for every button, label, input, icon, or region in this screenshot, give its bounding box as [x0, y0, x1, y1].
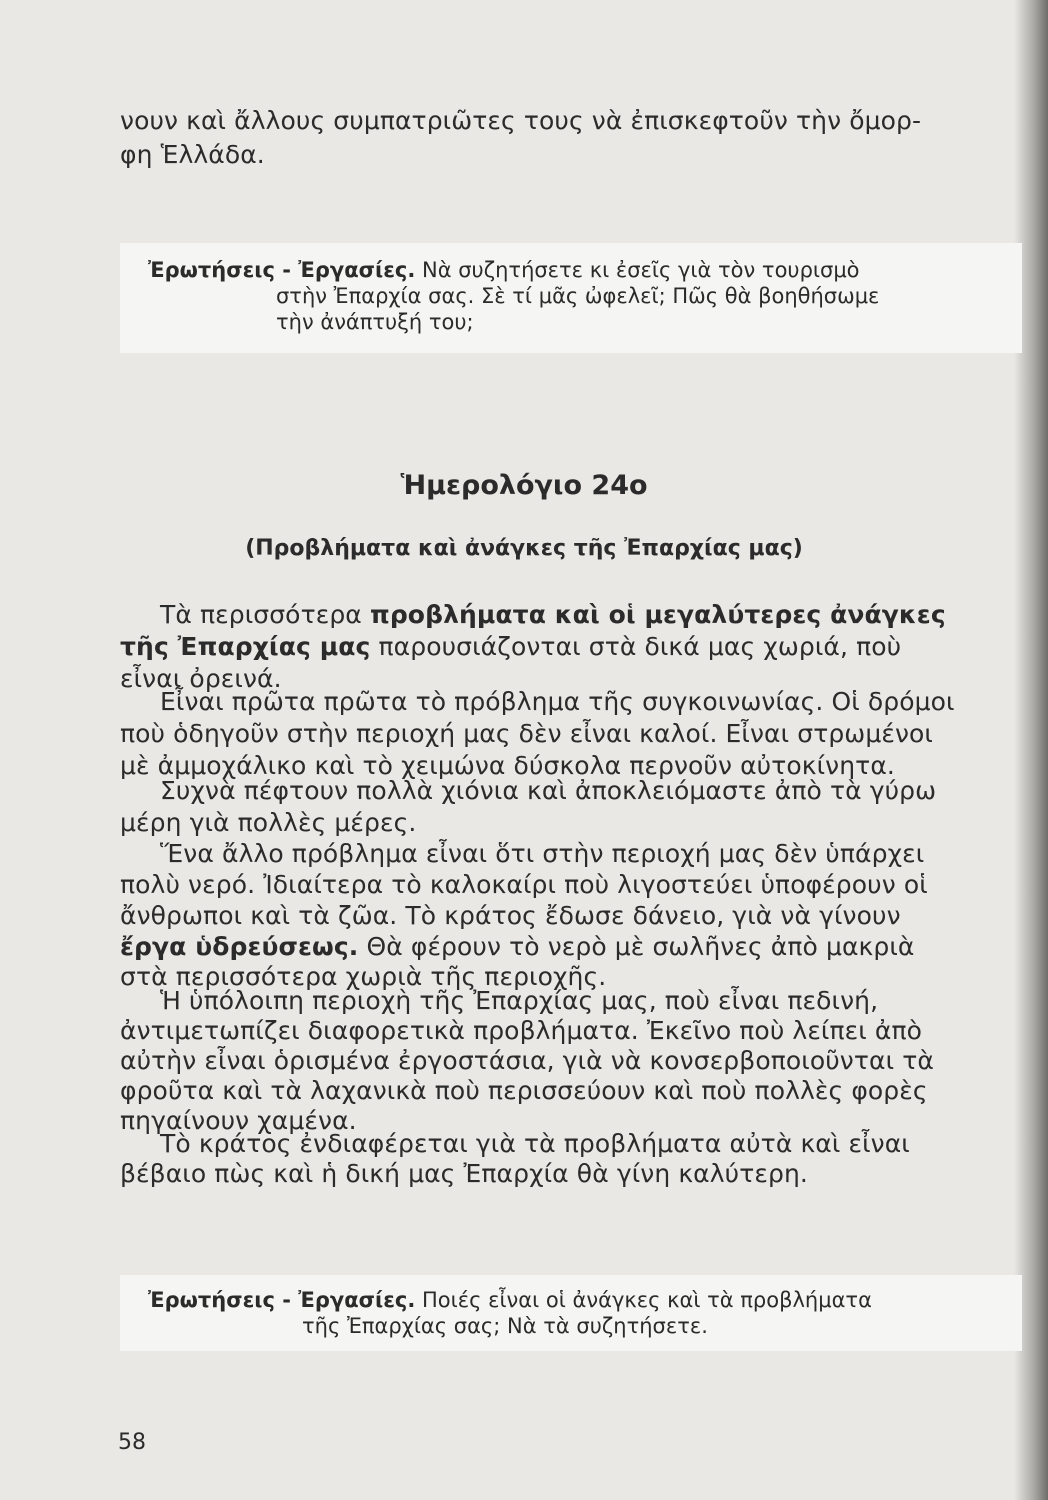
body-line-17: φροῦτα καὶ τὰ λαχανικὰ ποὺ περισσεύουν καὶ ποὺ πολλὲς φορὲς	[120, 1076, 928, 1105]
body-line-18: πηγαίνουν χαμένα.	[120, 1106, 357, 1135]
body-line-7: Συχνὰ πέφτουν πολλὰ χιόνια καὶ ἀποκλειόμαστε ἀπὸ τὰ γύρω	[160, 776, 937, 805]
exercise-box-1-line-2: στὴν Ἐπαρχία σας. Σὲ τί μᾶς ὠφελεῖ; Πῶς θὰ βοηθήσωμε	[276, 284, 880, 308]
body-line-9: Ἕνα ἄλλο πρόβλημα εἶναι ὅτι στὴν περιοχή μας δὲν ὑπάρχει	[160, 839, 925, 868]
body-line-2-text: παρουσιάζονται στὰ δικά μας χωριά, ποὺ	[370, 632, 902, 661]
exercise-box-2-line-2: τῆς Ἐπαρχίας σας; Νὰ τὰ συζητήσετε.	[302, 1314, 708, 1338]
exercise-box-1	[120, 243, 1022, 353]
body-line-2	[120, 630, 1020, 664]
body-line-1-bold: προβλήματα καὶ οἱ μεγαλύτερες ἀνάγκες	[369, 600, 946, 629]
body-line-16: αὐτὴν εἶναι ὁρισμένα ἐργοστάσια, γιὰ νὰ κονσερβοποιοῦνται τὰ	[120, 1046, 934, 1075]
body-line-20: βέβαιο πὼς καὶ ἡ δική μας Ἐπαρχία θὰ γίνη καλύτερη.	[120, 1159, 808, 1188]
exercise-box-1-label: Ἐρωτήσεις - Ἐργασίες.	[148, 258, 416, 282]
body-line-4: Εἶναι πρῶτα πρῶτα τὸ πρόβλημα τῆς συγκοινωνίας. Οἱ δρόμοι	[160, 687, 955, 716]
body-line-5: ποὺ ὁδηγοῦν στὴν περιοχή μας δὲν εἶναι καλοί. Εἶναι στρωμένοι	[120, 719, 933, 748]
exercise-box-2	[120, 1275, 1022, 1351]
exercise-box-2-label: Ἐρωτήσεις - Ἐργασίες.	[148, 1288, 416, 1312]
body-line-3: εἶναι ὀρεινά.	[120, 664, 282, 693]
body-line-12	[120, 930, 1020, 964]
exercise-box-2-line-1	[148, 1287, 872, 1313]
body-line-8: μέρη γιὰ πολλὲς μέρες.	[120, 808, 417, 837]
exercise-box-1-line-3: τὴν ἀνάπτυξή του;	[276, 310, 474, 334]
body-line-10: πολὺ νερό. Ἰδιαίτερα τὸ καλοκαίρι ποὺ λιγοστεύει ὑποφέρουν οἱ	[120, 870, 928, 899]
exercise-box-1-line-1	[148, 257, 860, 283]
body-line-6: μὲ ἀμμοχάλικο καὶ τὸ χειμώνα δύσκολα περνοῦν αὐτοκίνητα.	[120, 751, 895, 780]
body-line-14: Ἡ ὑπόλοιπη περιοχὴ τῆς Ἐπαρχίας μας, ποὺ εἶναι πεδινή,	[160, 986, 879, 1015]
body-line-1-text: Τὰ περισσότερα	[160, 600, 370, 629]
page-number: 58	[118, 1430, 146, 1455]
body-line-12-text: Θὰ φέρουν τὸ νερὸ μὲ σωλῆνες ἀπὸ μακριὰ	[358, 932, 915, 961]
body-line-13: στὰ περισσότερα χωριὰ τῆς περιοχῆς.	[120, 962, 607, 991]
intro-line-1: νουν καὶ ἄλλους συμπατριῶτες τους νὰ ἐπισκεφτοῦν τὴν ὄμορ-	[120, 106, 922, 135]
page-title: Ἡμερολόγιο 24ο	[400, 470, 648, 501]
body-line-11: ἄνθρωποι καὶ τὰ ζῶα. Τὸ κράτος ἔδωσε δάνειο, γιὰ νὰ γίνουν	[120, 901, 901, 930]
body-line-15: ἀντιμετωπίζει διαφορετικὰ προβλήματα. Ἐκεῖνο ποὺ λείπει ἀπὸ	[120, 1016, 922, 1045]
exercise-box-1-text: Νὰ συζητήσετε κι ἐσεῖς γιὰ τὸν τουρισμὸ	[422, 258, 860, 282]
page-subtitle: (Προβλήματα καὶ ἀνάγκες τῆς Ἐπαρχίας μας)	[245, 536, 803, 561]
body-line-12-bold: ἔργα ὑδρεύσεως.	[120, 932, 359, 961]
body-line-19: Τὸ κράτος ἐνδιαφέρεται γιὰ τὰ προβλήματα αὐτὰ καὶ εἶναι	[160, 1129, 910, 1158]
intro-line-2: φη Ἑλλάδα.	[120, 140, 265, 169]
exercise-box-2-text: Ποιές εἶναι οἱ ἀνάγκες καὶ τὰ προβλήματα	[422, 1288, 872, 1312]
body-line-2-bold: τῆς Ἐπαρχίας μας	[120, 632, 371, 661]
body-line-1	[160, 598, 1048, 632]
